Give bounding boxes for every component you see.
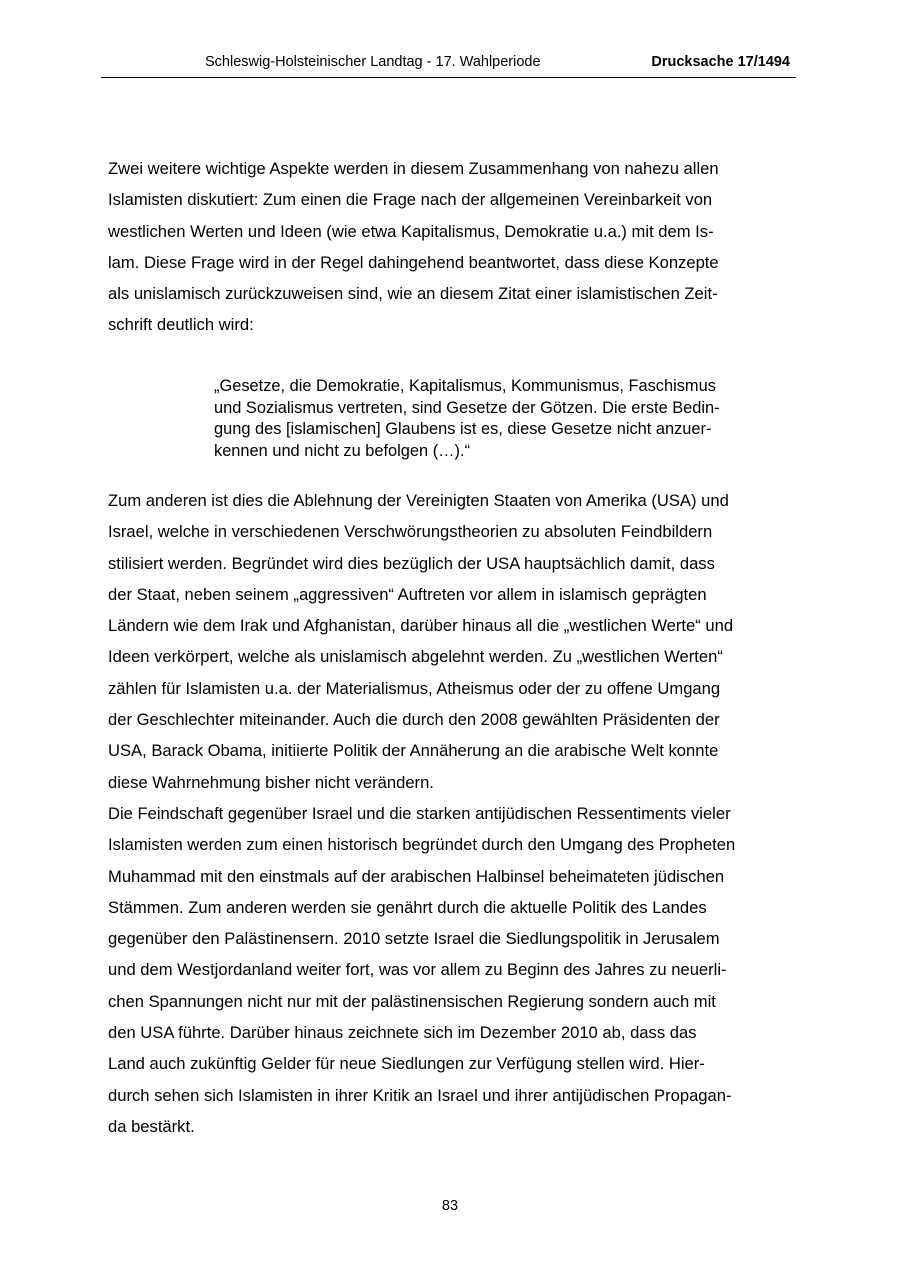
text-line: westlichen Werten und Ideen (wie etwa Kapitalismus, Demokratie u.a.) mit dem Is- (108, 221, 714, 241)
quote-line: kennen und nicht zu befolgen (…).“ (214, 441, 471, 460)
text-line: Islamisten diskutiert: Zum einen die Frage nach der allgemeinen Vereinbarkeit von (108, 190, 713, 210)
text-line: den USA führte. Darüber hinaus zeichnete sich im Dezember 2010 ab, dass das (108, 1023, 697, 1043)
text-line: da bestärkt. (108, 1116, 195, 1136)
text-line: chen Spannungen nicht nur mit der palästinensischen Regierung sondern auch mit (108, 991, 716, 1011)
text-line: Zum anderen ist dies die Ablehnung der Vereinigten Staaten von Amerika (USA) und (108, 491, 729, 510)
text-line: Land auch zukünftig Gelder für neue Siedlungen zur Verfügung stellen wird. Hier- (108, 1054, 705, 1074)
text-line: Zwei weitere wichtige Aspekte werden in diesem Zusammenhang von nahezu allen (108, 159, 719, 178)
block-quote (214, 376, 774, 462)
page-number: 83 (441, 1198, 459, 1214)
page-header (101, 51, 796, 78)
text-line: Israel, welche in verschiedenen Verschwörungstheorien zu absoluten Feindbildern (108, 522, 713, 542)
text-line: gegenüber den Palästinensern. 2010 setzte Israel die Siedlungspolitik in Jerusalem (108, 929, 720, 949)
text-line: Muhammad mit den einstmals auf der arabischen Halbinsel beheimateten jüdischen (108, 866, 725, 886)
text-line: diese Wahrnehmung bisher nicht verändern. (108, 772, 434, 792)
text-line: und dem Westjordanland weiter fort, was vor allem zu Beginn des Jahres zu neuerli- (108, 960, 727, 980)
text-line: stilisiert werden. Begründet wird dies bezüglich der USA hauptsächlich damit, dass (108, 553, 715, 573)
text-line: durch sehen sich Islamisten in ihrer Kritik an Israel und ihrer antijüdischen Propagan- (108, 1085, 732, 1105)
text-line: Ideen verkörpert, welche als unislamisch abgelehnt werden. Zu „westlichen Werten“ (108, 647, 723, 667)
paragraph-aspects (108, 153, 792, 341)
text-line: als unislamisch zurückzuweisen sind, wie an diesem Zitat einer islamistischen Zeit- (108, 284, 718, 304)
document-number: Drucksache 17/1494 (651, 54, 790, 70)
text-line: lam. Diese Frage wird in der Regel dahingehend beantwortet, dass diese Konzepte (108, 252, 719, 272)
text-line: Islamisten werden zum einen historisch begründet durch den Umgang des Propheten (108, 835, 736, 855)
header-title: Schleswig-Holsteinischer Landtag - 17. Wahlperiode (205, 54, 541, 70)
text-line: Ländern wie dem Irak und Afghanistan, darüber hinaus all die „westlichen Werte“ und (108, 616, 734, 636)
text-line: der Staat, neben seinem „aggressiven“ Auftreten vor allem in islamisch geprägten (108, 584, 707, 604)
text-line: schrift deutlich wird: (108, 315, 254, 335)
text-line: Die Feindschaft gegenüber Israel und die starken antijüdischen Ressentiments vieler (108, 804, 731, 823)
quote-line: „Gesetze, die Demokratie, Kapitalismus, Kommunismus, Faschismus (214, 377, 716, 395)
quote-line: gung des [islamischen] Glaubens ist es, diese Gesetze nicht anzuer- (214, 420, 712, 438)
text-line: zählen für Islamisten u.a. der Materialismus, Atheismus oder der zu offene Umgang (108, 678, 721, 698)
paragraph-israel (108, 798, 792, 1142)
quote-line: und Sozialismus vertreten, sind Gesetze der Götzen. Die erste Bedin- (214, 398, 720, 417)
paragraph-usa-israel (108, 485, 792, 798)
text-line: Stämmen. Zum anderen werden sie genährt durch die aktuelle Politik des Landes (108, 897, 707, 917)
text-line: der Geschlechter miteinander. Auch die durch den 2008 gewählten Präsidenten der (108, 710, 720, 730)
text-line: USA, Barack Obama, initiierte Politik der Annäherung an die arabische Welt konnte (108, 741, 719, 761)
